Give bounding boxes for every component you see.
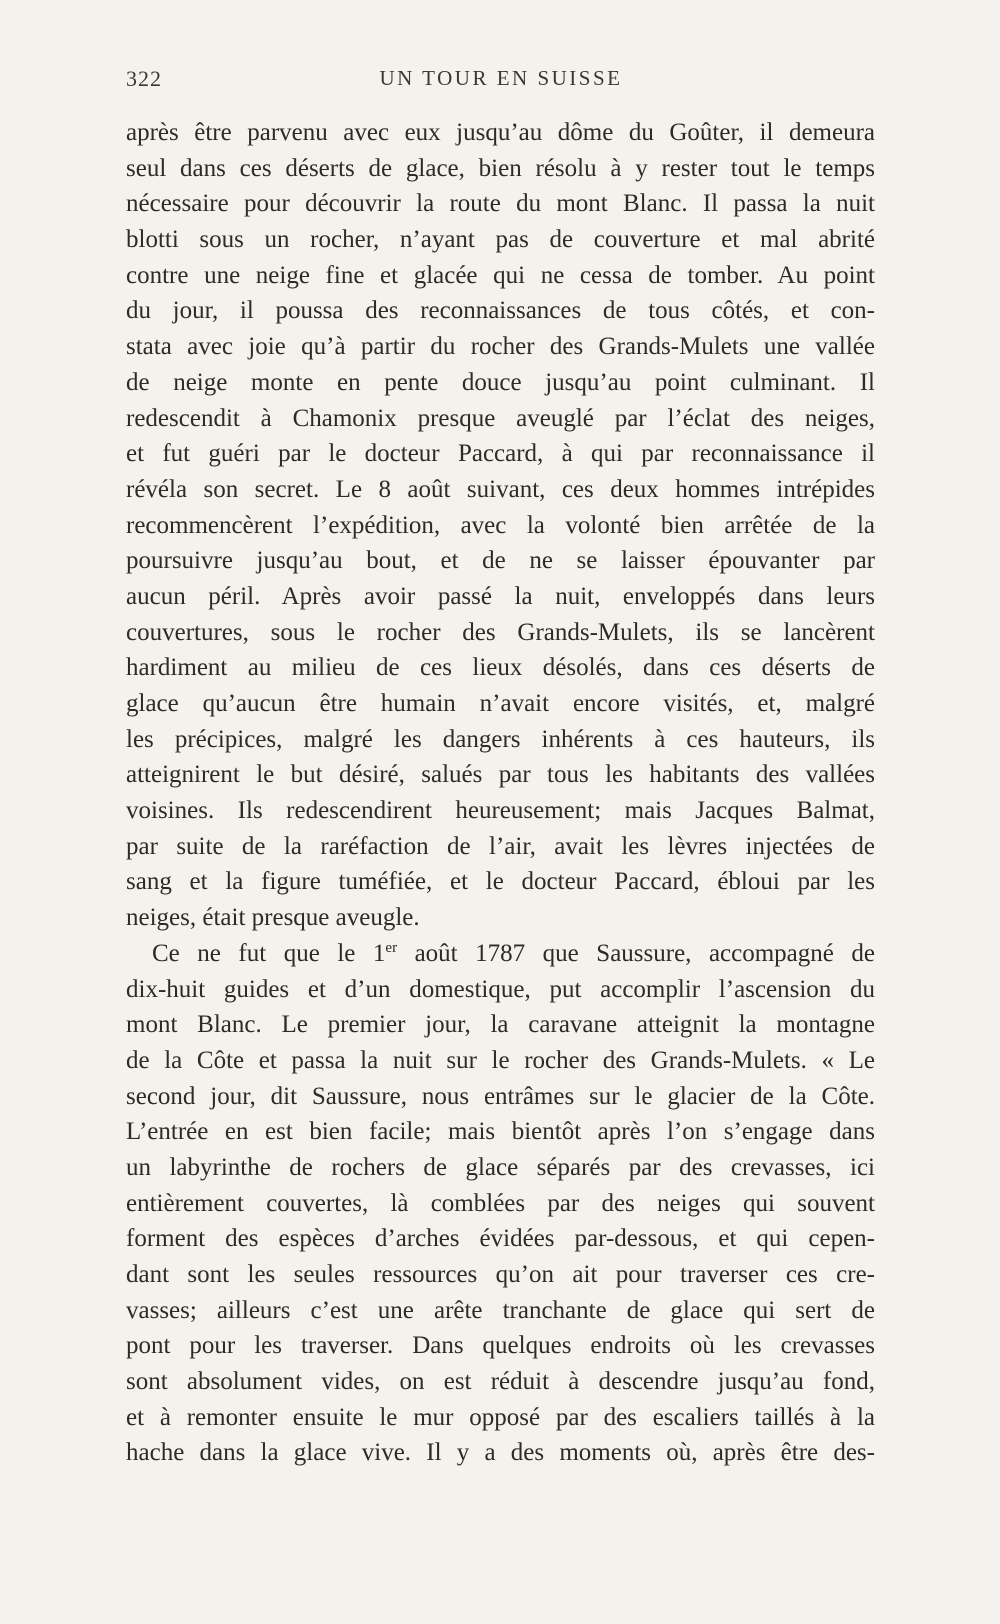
text-line: révéla son secret. Le 8 août suivant, ces deux hommes intrépides [126, 475, 875, 503]
text-line: nécessaire pour découvrir la route du mont Blanc. Il passa la nuit [126, 190, 875, 218]
text-line: du jour, il poussa des reconnaissances de tous côtés, et con- [126, 297, 875, 325]
text-line: dix-huit guides et d’un domestique, put accomplir l’ascension du [126, 975, 875, 1003]
text-line: aucun péril. Après avoir passé la nuit, enveloppés dans leurs [126, 582, 875, 610]
text-line: hardiment au milieu de ces lieux désolés, dans ces déserts de [126, 654, 875, 682]
paragraph [126, 115, 875, 936]
superscript: er [385, 939, 398, 956]
text-line: hache dans la glace vive. Il y a des moments où, après être des- [126, 1439, 875, 1467]
text-line: les précipices, malgré les dangers inhérents à ces hauteurs, ils [126, 725, 875, 753]
text-line: contre une neige fine et glacée qui ne cessa de tomber. Au point [126, 261, 875, 289]
text-line: sang et la figure tuméfiée, et le docteur Paccard, ébloui par les [126, 868, 875, 896]
text-line: stata avec joie qu’à partir du rocher des Grands-Mulets une vallée [126, 333, 875, 361]
text-line: poursuivre jusqu’au bout, et de ne se laisser épouvanter par [126, 547, 875, 575]
text-line: atteignirent le but désiré, salués par tous les habitants des vallées [126, 761, 875, 789]
text-line: seul dans ces déserts de glace, bien résolu à y rester tout le temps [126, 154, 875, 182]
text-line: couvertures, sous le rocher des Grands-Mulets, ils se lancèrent [126, 618, 875, 646]
text-line: neiges, était presque aveugle. [126, 904, 420, 932]
text-line: par suite de la raréfaction de l’air, avait les lèvres injectées de [126, 832, 875, 860]
text-line: dant sont les seules ressources qu’on ait pour traverser ces cre- [126, 1261, 875, 1288]
text-line: après être parvenu avec eux jusqu’au dôme du Goûter, il demeura [126, 119, 875, 146]
text-line: pont pour les traverser. Dans quelques endroits où les crevasses [126, 1332, 875, 1360]
running-head [126, 66, 876, 96]
text-line: L’entrée en est bien facile; mais bientôt après l’on s’engage dans [126, 1118, 875, 1146]
text-line: redescendit à Chamonix presque aveuglé par l’éclat des neiges, [126, 404, 875, 432]
text-line: de neige monte en pente douce jusqu’au point culminant. Il [126, 368, 875, 396]
text-line: de la Côte et passa la nuit sur le rocher des Grands-Mulets. « Le [126, 1046, 875, 1074]
text-line: recommencèrent l’expédition, avec la volonté bien arrêtée de la [126, 511, 875, 539]
text-line: blotti sous un rocher, n’ayant pas de couverture et mal abrité [126, 226, 875, 254]
text-run: Ce ne fut que le 1 [152, 939, 386, 967]
text-line: sont absolument vides, on est réduit à descendre jusqu’au fond, [126, 1368, 875, 1396]
text-line: forment des espèces d’arches évidées par-dessous, et qui cepen- [126, 1225, 875, 1253]
text-line: glace qu’aucun être humain n’avait encore visités, et, malgré [126, 690, 875, 717]
running-title: UN TOUR EN SUISSE [379, 66, 623, 90]
body-text [126, 115, 875, 1471]
text-line: et fut guéri par le docteur Paccard, à qui par reconnaissance il [126, 440, 875, 468]
text-line: voisines. Ils redescendirent heureusement; mais Jacques Balmat, [126, 797, 875, 825]
paragraph [126, 936, 875, 1471]
text-line: et à remonter ensuite le mur opposé par des escaliers taillés à la [126, 1403, 875, 1431]
text-line: entièrement couvertes, là comblées par des neiges qui souvent [126, 1189, 875, 1217]
paragraph-first-line [126, 936, 875, 972]
text-line: un labyrinthe de rochers de glace séparés par des crevasses, ici [126, 1153, 875, 1181]
text-line: second jour, dit Saussure, nous entrâmes sur le glacier de la Côte. [126, 1082, 875, 1110]
text-run: août 1787 que Saussure, accompagné de [397, 939, 875, 967]
text-line: vasses; ailleurs c’est une arête tranchante de glace qui sert de [126, 1296, 875, 1324]
page-number: 322 [126, 66, 162, 91]
text-line: mont Blanc. Le premier jour, la caravane atteignit la montagne [126, 1011, 875, 1039]
